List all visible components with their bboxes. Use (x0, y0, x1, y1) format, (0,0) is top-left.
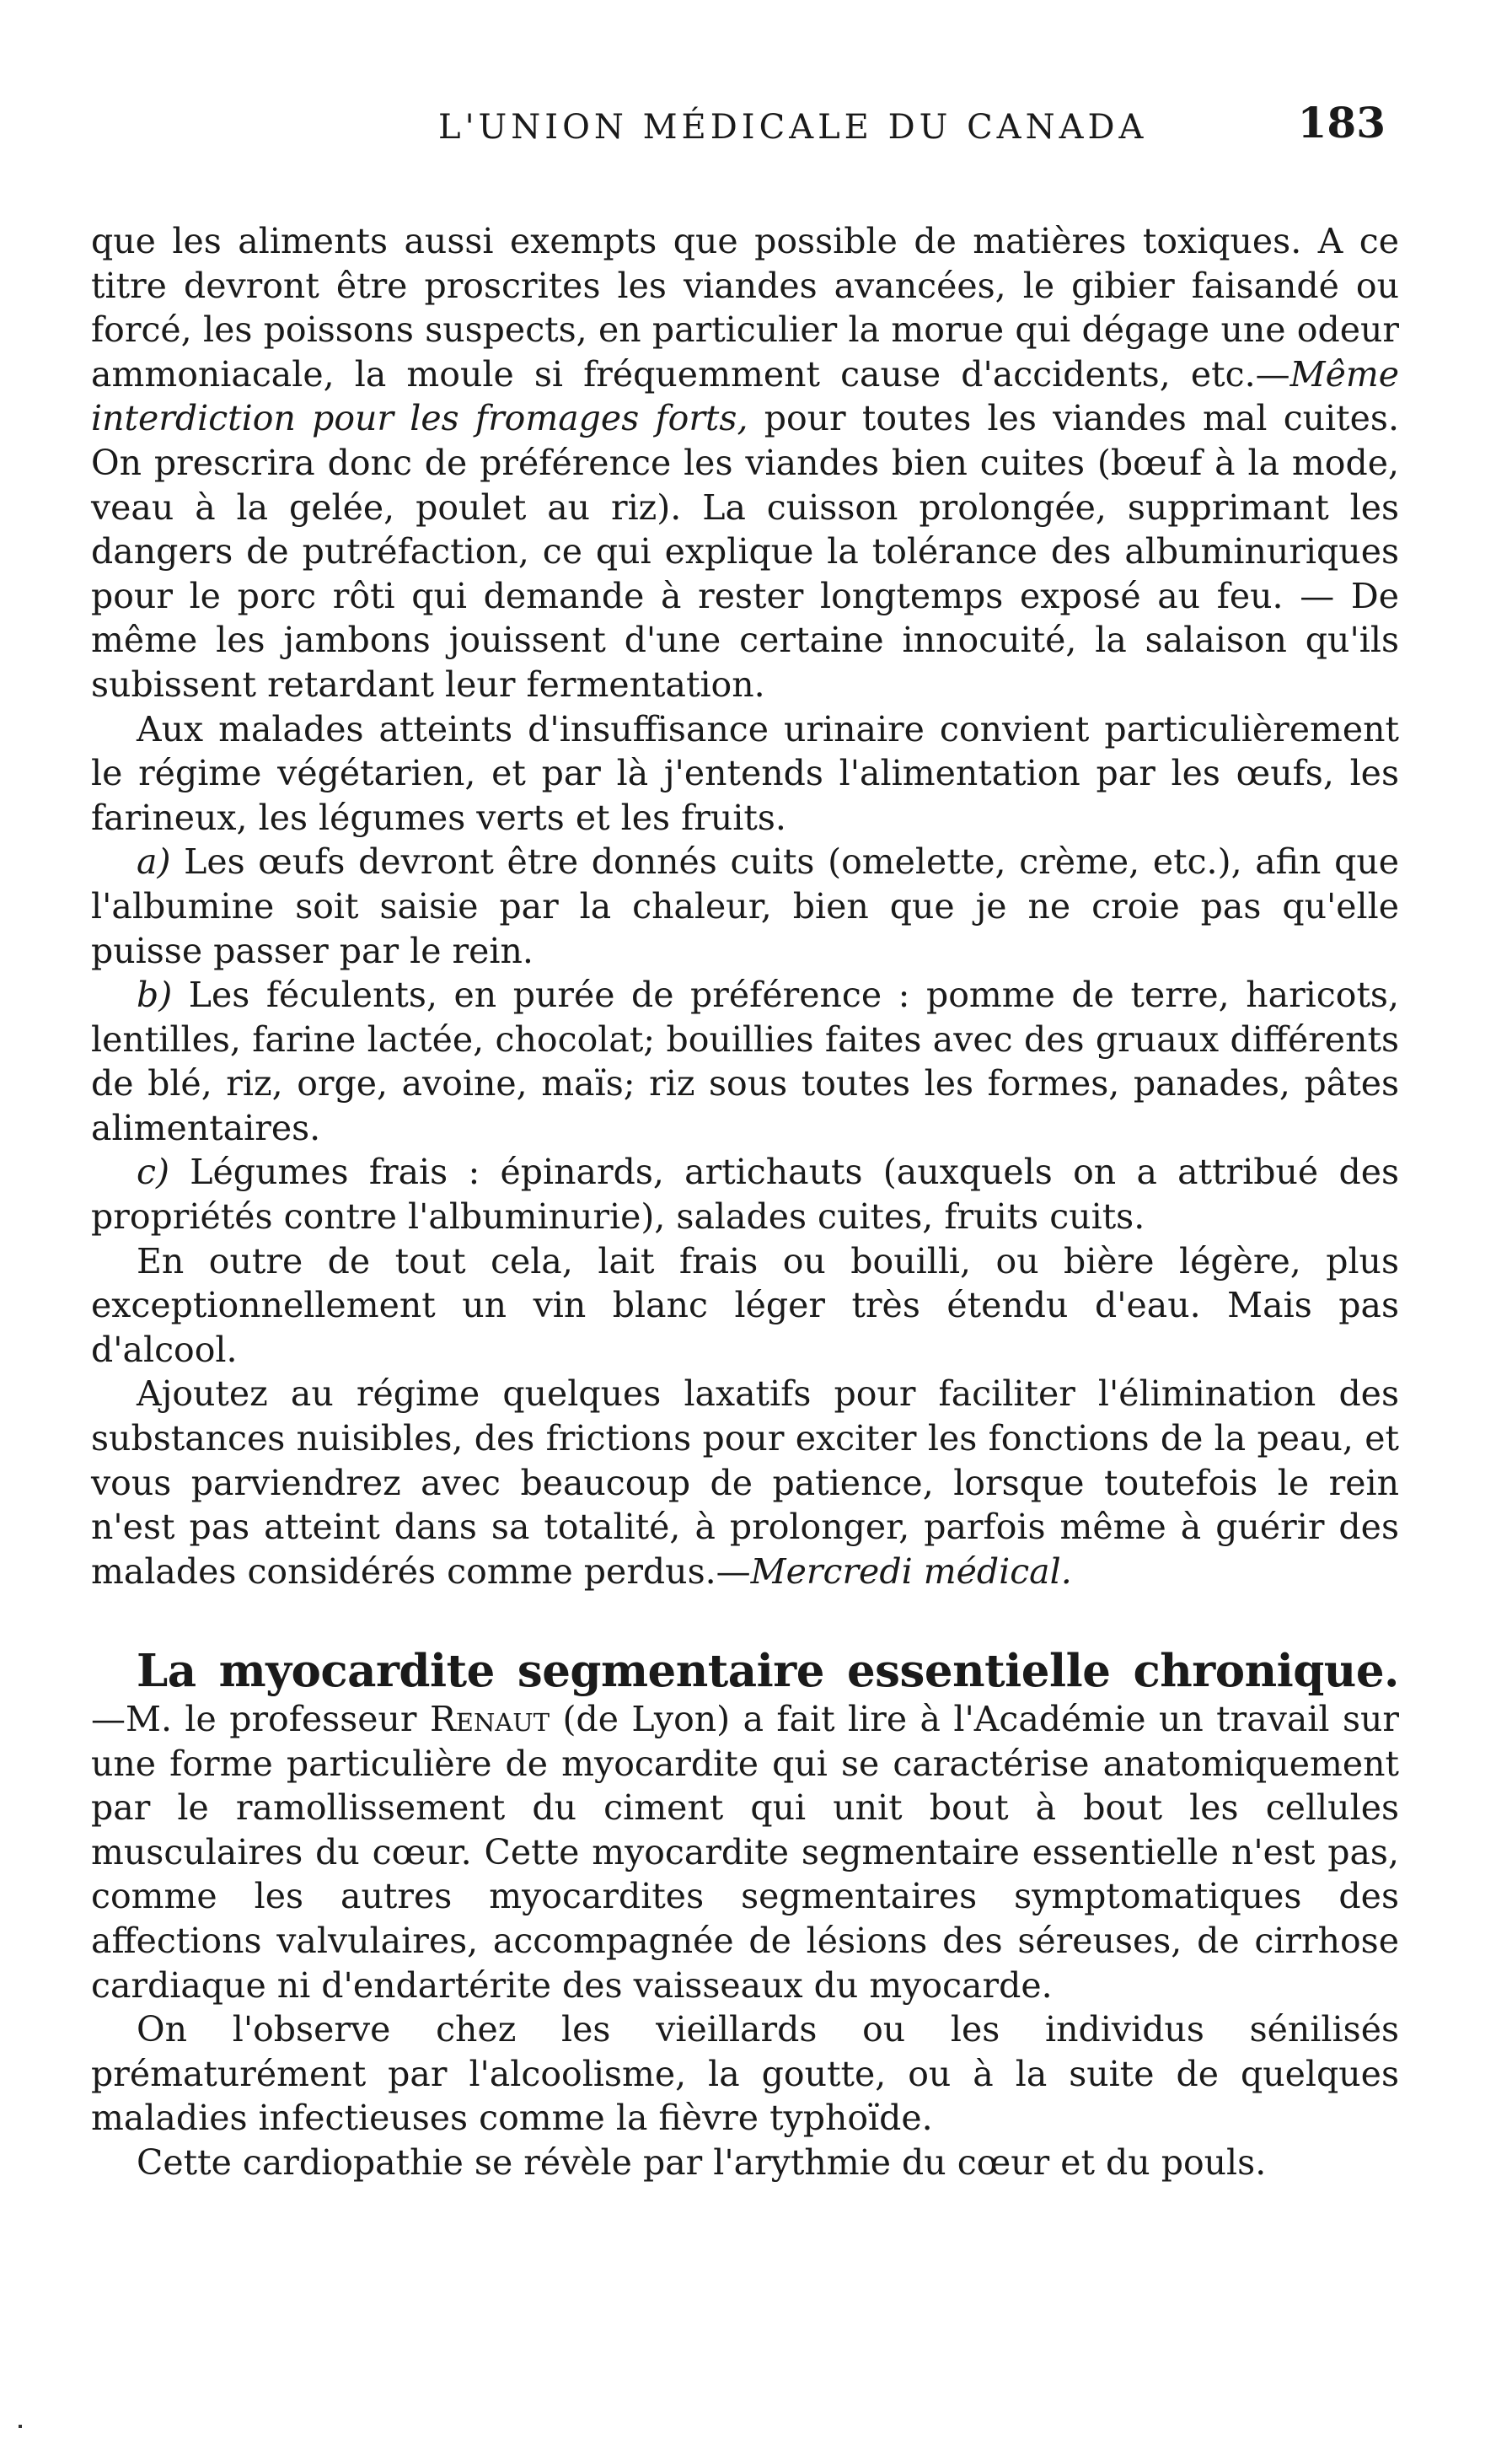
paragraph-laxatives (91, 1372, 1399, 1593)
article-heading: La myocardite segmentaire essentielle chronique. (137, 1645, 1399, 1698)
paragraph-cardiopathy: Cette cardiopathie se révèle par l'arythmie du cœur et du pouls. (137, 2141, 1267, 2183)
paragraph-text: (de Lyon) a fait lire à l'Académie un travail sur une forme particulière de myocardite qui se caractérise anatomiquement par le ramollissement du ciment qui unit bout à bout les cellules musculaires du cœur. Cette myocardite segmentaire essentielle n'est pas, comme les autres myocardites segmentaires symptomatiques des affections valvulaires, accompagnée de lésions des séreuses, de cirrhose cardiaque ni d'endartérite des vaisseaux du myocarde. (91, 1699, 1399, 2006)
speck-mark (19, 2425, 22, 2428)
source-citation: Mercredi médical. (750, 1550, 1072, 1592)
paragraph-diet-restrictions (91, 219, 1399, 707)
paragraph-text: pour toutes les viandes mal cuites. On prescrira donc de préférence les viandes bien cuites (bœuf à la mode, veau à la gelée, poulet au riz). La cuisson prolongée, supprimant les dangers de putréfaction, ce qui explique la tolérance des albuminuriques pour le porc rôti qui demande à rester longtemps exposé au feu. — De même les jambons jouissent d'une certaine innocuité, la salaison qu'ils subissent retardant leur fermentation. (91, 398, 1399, 705)
list-marker: b) (137, 975, 173, 1016)
list-item-text: Les œufs devront être donnés cuits (omelette, crème, etc.), afin que l'albumine soit saisie par la chaleur, bien que je ne croie pas qu'elle puisse passer par le rein. (91, 841, 1399, 971)
italic-phrase: Même interdiction pour les fromages forts, (91, 353, 1399, 439)
paragraph-text: que les aliments aussi exempts que possible de matières toxiques. A ce titre devront être proscrites les viandes avancées, le gibier faisandé ou forcé, les poissons suspects, en particulier la morue qui dégage une odeur ammoniacale, la moule si fréquemment cause d'accidents, etc.— (91, 221, 1399, 395)
list-item-text: Légumes frais : épinards, artichauts (auxquels on a attribué des propriétés contre l'albuminurie), salades cuites, fruits cuits. (91, 1152, 1399, 1238)
page-number: 183 (1297, 98, 1386, 148)
list-item-starches (91, 973, 1399, 1150)
article-myocarditis (91, 1645, 1399, 2007)
page-header (0, 98, 1512, 158)
paragraph-vegetarian-regime: Aux malades atteints d'insuffisance urinaire convient particulièrement le régime végétarien, et par là j'entends l'alimentation par les œufs, les farineux, les légumes verts et les fruits. (91, 708, 1399, 838)
author-name: Renaut (429, 1699, 550, 1739)
list-marker: a) (137, 841, 171, 883)
list-item-text: Les féculents, en purée de préférence : pomme de terre, haricots, lentilles, farine lactée, chocolat; bouillies faites avec des gruaux différents de blé, riz, orge, avoine, maïs; riz sous toutes les formes, panades, pâtes alimentaires. (91, 975, 1399, 1148)
paragraph-observation: On l'observe chez les vieillards ou les individus sénilisés prématurément par l'alcoolisme, la goutte, ou à la suite de quelques maladies infectieuses comme la fièvre typhoïde. (91, 2009, 1399, 2139)
list-item-vegetables (91, 1150, 1399, 1238)
running-head: L'UNION MÉDICALE DU CANADA (438, 108, 1148, 147)
list-item-eggs (91, 840, 1399, 973)
body-text (91, 219, 1399, 2185)
paragraph-beverages: En outre de tout cela, lait frais ou bouilli, ou bière légère, plus exceptionnellement un vin blanc léger très étendu d'eau. Mais pas d'alcool. (91, 1240, 1399, 1370)
paragraph-text: Ajoutez au régime quelques laxatifs pour faciliter l'élimination des substances nuisibles, des frictions pour exciter les fonctions de la peau, et vous parviendrez avec beaucoup de patience, lorsque toutefois le rein n'est pas atteint dans sa totalité, à prolonger, parfois même à guérir des malades considérés comme perdus.— (91, 1373, 1399, 1592)
paragraph-text: —M. le professeur (91, 1699, 430, 1739)
list-marker: c) (137, 1152, 169, 1193)
